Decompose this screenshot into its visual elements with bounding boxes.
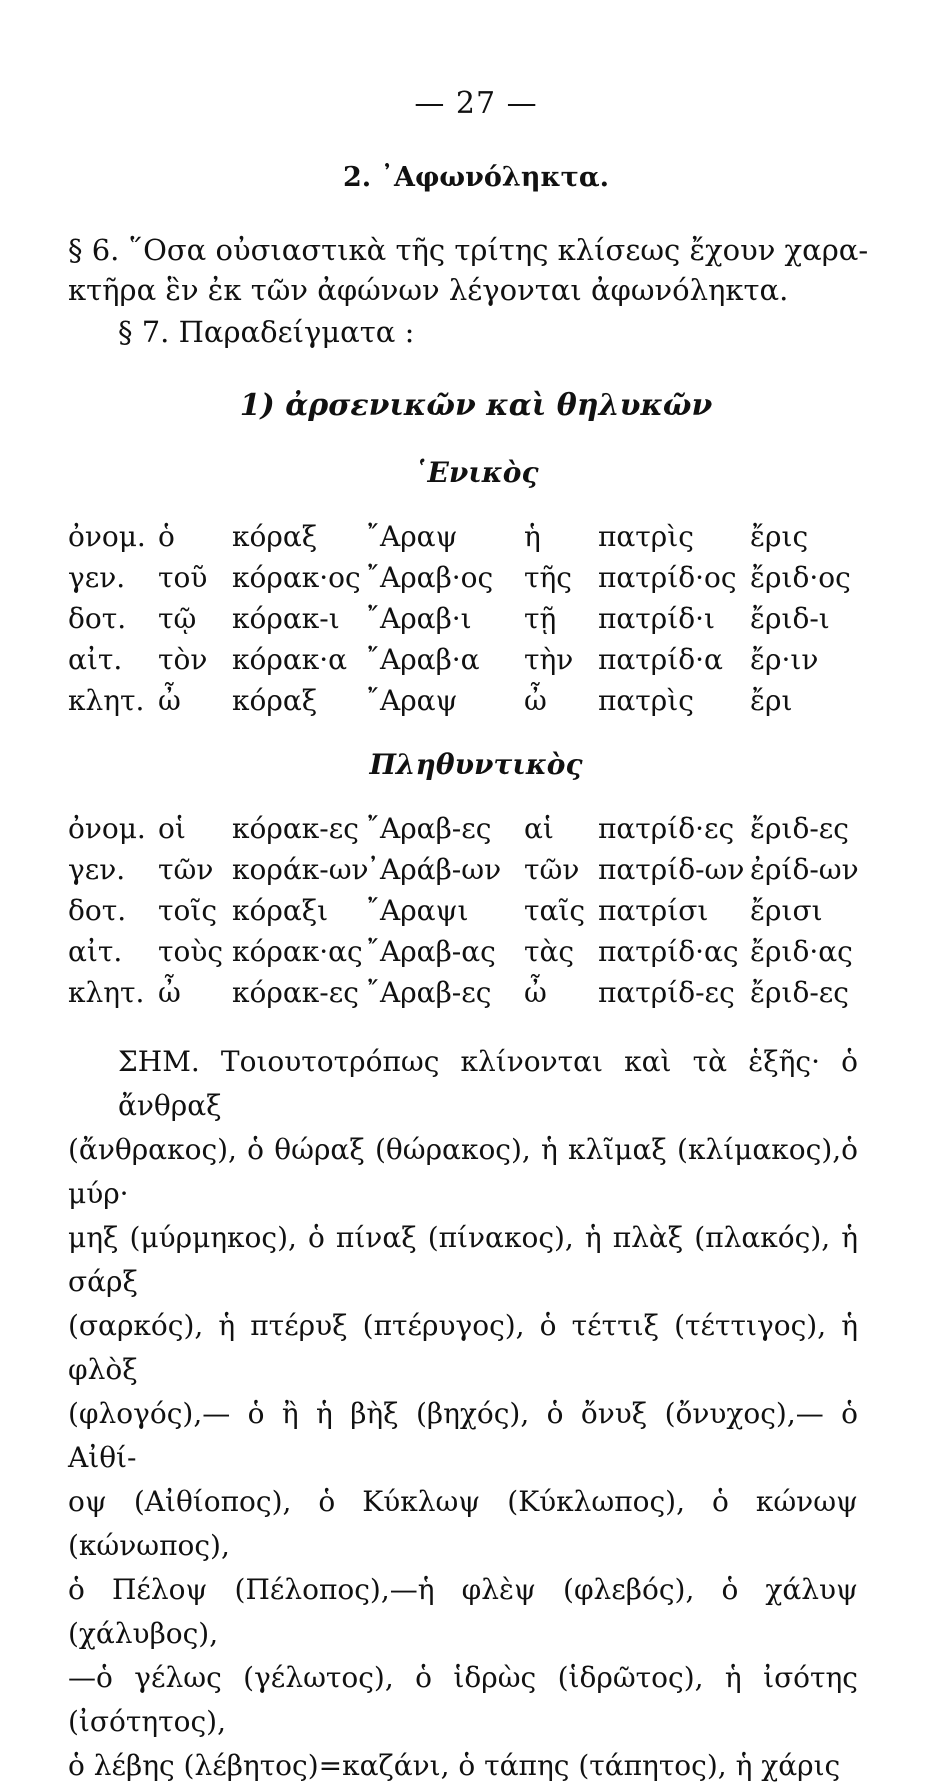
case-label: αἰτ.	[68, 935, 123, 968]
noun-korax: κοράκ-ων	[232, 853, 369, 886]
article-fem: τὴν	[524, 643, 574, 676]
table-row	[0, 853, 952, 895]
noun-eris: ἔριδ-ες	[750, 976, 849, 1009]
note-line: —ὁ γέλως (γέλωτος), ὁ ἱδρὼς (ἱδρῶτος), ἡ ἰσότης (ἰσότητος),	[68, 1661, 858, 1738]
noun-eris: ἔρις	[750, 520, 809, 553]
article-fem: αἱ	[524, 812, 554, 845]
case-label: ὀνομ.	[68, 812, 146, 845]
noun-eris: ἔριδ-ι	[750, 602, 830, 635]
note-line: οψ (Αἰθίοπος), ὁ Κύκλωψ (Κύκλωπος), ὁ κώνωψ (κώνωπος),	[68, 1485, 858, 1562]
article: τὸν	[158, 643, 208, 676]
table-row	[0, 894, 952, 936]
noun-eris: ἔρ·ιν	[750, 643, 819, 676]
article: ὦ	[158, 976, 181, 1009]
noun-araps: ᾿Αράβ-ων	[366, 853, 502, 886]
noun-korax: κόρακ·ος	[232, 561, 361, 594]
case-label: ὀνομ.	[68, 520, 146, 553]
note-line: ΣΗΜ. Τοιουτοτρόπως κλίνονται καὶ τὰ ἑξῆς· ὁ ἄνθραξ	[118, 1045, 858, 1122]
article: τῶν	[158, 853, 214, 886]
noun-araps: ῎Αραψ	[366, 684, 458, 717]
subheading: 1) ἀρσενικῶν καὶ θηλυκῶν	[239, 388, 713, 423]
noun-araps: ῎Αραψι	[366, 894, 469, 927]
case-label: αἰτ.	[68, 643, 123, 676]
article: ὁ	[158, 520, 175, 553]
noun-patris: πατρίδ·ας	[598, 935, 739, 968]
article: τοὺς	[158, 935, 224, 968]
table-row	[0, 684, 952, 726]
noun-eris: ἔρισι	[750, 894, 823, 927]
case-label: δοτ.	[68, 602, 127, 635]
singular-heading: ῾Ενικὸς	[413, 456, 539, 489]
noun-korax: κόρακ·α	[232, 643, 348, 676]
noun-eris: ἔριδ·ος	[750, 561, 851, 594]
section-title: 2. ᾿Αφωνόληκτα.	[342, 162, 610, 193]
table-row	[0, 935, 952, 977]
article-fem: ταῖς	[524, 894, 586, 927]
noun-korax: κόρακ·ας	[232, 935, 363, 968]
article-fem: τὰς	[524, 935, 575, 968]
article-fem: ὦ	[524, 976, 547, 1009]
noun-patris: πατρίσι	[598, 894, 709, 927]
noun-eris: ἔρι	[750, 684, 793, 717]
note-line: ὁ Πέλοψ (Πέλοπος),—ἡ φλὲψ (φλεβός), ὁ χάλυψ (χάλυβος),	[68, 1573, 858, 1650]
note-line: (σαρκός), ἡ πτέρυξ (πτέρυγος), ὁ τέττιξ (τέττιγος), ἡ φλὸξ	[68, 1309, 858, 1386]
case-label: κλητ.	[68, 976, 145, 1009]
note-line: (φλογός),— ὁ ἢ ἡ βὴξ (βηχός), ὁ ὄνυξ (ὄνυχος),— ὁ Αἰθί-	[68, 1397, 858, 1474]
noun-patris: πατρίδ·ες	[598, 812, 735, 845]
note-line: μηξ (μύρμηκος), ὁ πίναξ (πίνακος), ἡ πλὰξ (πλακός), ἡ σάρξ	[68, 1221, 858, 1298]
noun-araps: ῎Αραψ	[366, 520, 458, 553]
noun-araps: ῎Αραβ·ι	[366, 602, 472, 635]
table-row	[0, 561, 952, 603]
article: τῷ	[158, 602, 197, 635]
paragraph-line: κτῆρα ἓν ἐκ τῶν ἀφώνων λέγονται ἀφωνόληκτα.	[68, 273, 789, 307]
paragraph-line: § 7. Παραδείγματα :	[118, 315, 415, 349]
plural-heading: Πληθυντικὸς	[369, 748, 583, 781]
noun-eris: ἔριδ·ας	[750, 935, 853, 968]
case-label: δοτ.	[68, 894, 127, 927]
noun-patris: πατρὶς	[598, 520, 694, 553]
noun-araps: ῎Αραβ-ες	[366, 812, 492, 845]
page-number: — 27 —	[414, 86, 538, 121]
article-fem: τῇ	[524, 602, 557, 635]
article: ὦ	[158, 684, 181, 717]
table-row	[0, 812, 952, 854]
table-row	[0, 643, 952, 685]
noun-patris: πατρίδ-ες	[598, 976, 735, 1009]
table-row	[0, 602, 952, 644]
noun-korax: κόραξ	[232, 684, 318, 717]
noun-araps: ῎Αραβ·α	[366, 643, 480, 676]
noun-korax: κόρακ-ι	[232, 602, 340, 635]
article-fem: ἡ	[524, 520, 541, 553]
noun-eris: ἔριδ-ες	[750, 812, 849, 845]
noun-patris: πατρίδ·α	[598, 643, 723, 676]
article-fem: τῆς	[524, 561, 572, 594]
noun-araps: ῎Αραβ·ος	[366, 561, 494, 594]
noun-araps: ῎Αραβ-ας	[366, 935, 496, 968]
case-label: γεν.	[68, 561, 126, 594]
note-line: (ἄνθρακος), ὁ θώραξ (θώρακος), ἡ κλῖμαξ (κλίμακος),ὁ μύρ·	[68, 1133, 858, 1210]
noun-patris: πατρίδ·ι	[598, 602, 715, 635]
noun-patris: πατρὶς	[598, 684, 694, 717]
noun-korax: κόραξι	[232, 894, 329, 927]
paragraph-line: § 6. ῞Οσα οὐσιαστικὰ τῆς τρίτης κλίσεως ἔχουν χαρα-	[68, 233, 869, 267]
table-row	[0, 976, 952, 1018]
case-label: γεν.	[68, 853, 126, 886]
article-fem: τῶν	[524, 853, 580, 886]
noun-eris: ἐρίδ-ων	[750, 853, 859, 886]
note-paragraph	[68, 1040, 858, 1788]
article: τοῦ	[158, 561, 208, 594]
article: τοῖς	[158, 894, 218, 927]
article-fem: ὦ	[524, 684, 547, 717]
case-label: κλητ.	[68, 684, 145, 717]
noun-patris: πατρίδ-ων	[598, 853, 745, 886]
noun-araps: ῎Αραβ-ες	[366, 976, 492, 1009]
noun-korax: κόραξ	[232, 520, 318, 553]
noun-korax: κόρακ-ες	[232, 976, 359, 1009]
table-row	[0, 520, 952, 562]
note-line: ὁ λέβης (λέβητος)=καζάνι, ὁ τάπης (τάπητος), ἡ χάρις	[68, 1749, 841, 1782]
article: οἱ	[158, 812, 186, 845]
noun-korax: κόρακ-ες	[232, 812, 359, 845]
noun-patris: πατρίδ·ος	[598, 561, 737, 594]
